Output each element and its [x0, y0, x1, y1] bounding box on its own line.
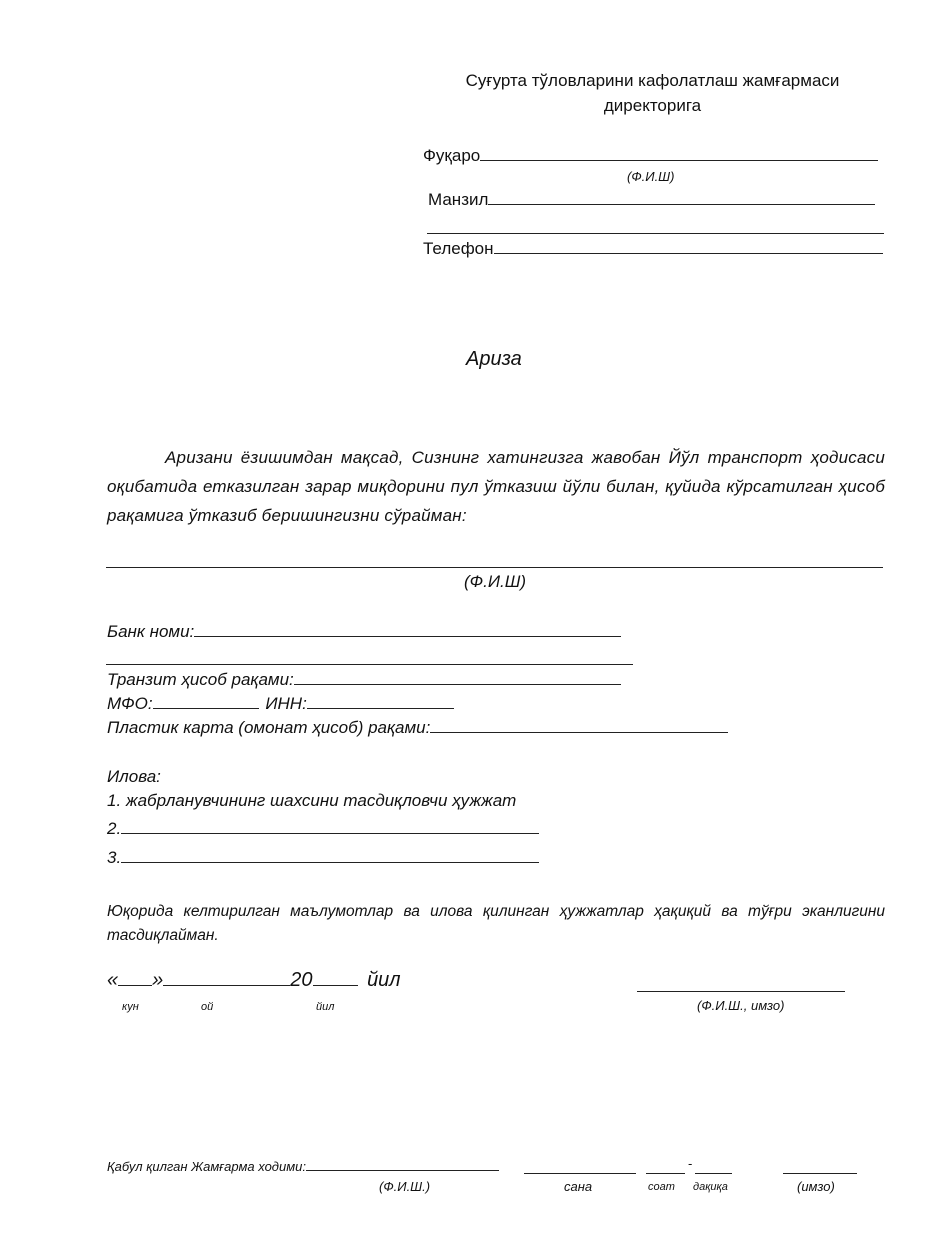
- citizen-hint: (Ф.И.Ш): [627, 169, 675, 184]
- year-word: йил: [367, 969, 401, 991]
- card-input-line[interactable]: [430, 732, 728, 733]
- signature-input-line[interactable]: [637, 991, 845, 992]
- received-hour-hint: соат: [648, 1181, 675, 1193]
- citizen-label: Фуқаро: [423, 146, 481, 165]
- year-input-line[interactable]: [313, 985, 358, 986]
- time-dash: -: [688, 1156, 693, 1171]
- inn-label: ИНН:: [265, 694, 307, 713]
- recipient-name-line[interactable]: [106, 567, 883, 568]
- received-hour-line[interactable]: [646, 1173, 685, 1174]
- attachment-item-3-input-line[interactable]: [121, 862, 539, 863]
- attachments-title: Илова:: [107, 767, 161, 786]
- day-input-line[interactable]: [118, 985, 152, 986]
- received-signature-hint: (имзо): [797, 1179, 835, 1194]
- card-label: Пластик карта (омонат ҳисоб) рақами:: [107, 718, 431, 737]
- phone-label: Телефон: [423, 239, 494, 258]
- recipient-name-hint: (Ф.И.Ш): [464, 572, 527, 591]
- received-signature-line[interactable]: [783, 1173, 857, 1174]
- phone-field: [423, 239, 883, 259]
- mfo-inn-row: [107, 694, 454, 714]
- century-prefix: 20: [290, 969, 313, 991]
- address-label: Манзил: [428, 190, 489, 209]
- bank-name-field: [107, 622, 621, 642]
- address-input-line-2[interactable]: [427, 233, 884, 234]
- bank-name-input-line[interactable]: [194, 636, 621, 637]
- addressee-line-1: Суғурта тўловларини кафолатлаш жамғармаси: [465, 71, 840, 90]
- card-field: [107, 718, 728, 738]
- received-minute-hint: дақиқа: [693, 1181, 728, 1193]
- transit-account-field: [107, 670, 621, 690]
- signature-hint: (Ф.И.Ш., имзо): [697, 998, 785, 1013]
- year-hint: йил: [316, 1001, 335, 1013]
- addressee-line-2: директорига: [603, 96, 702, 115]
- transit-account-label: Транзит ҳисоб рақами:: [107, 670, 294, 689]
- address-field: [428, 190, 875, 210]
- received-date-hint: сана: [564, 1179, 593, 1194]
- citizen-field: [423, 146, 878, 166]
- address-input-line[interactable]: [488, 204, 875, 205]
- phone-input-line[interactable]: [494, 253, 883, 254]
- mfo-label: МФО:: [107, 694, 153, 713]
- transit-account-input-line[interactable]: [294, 684, 621, 685]
- month-hint: ой: [201, 1001, 214, 1013]
- open-quote: «: [107, 969, 119, 991]
- attachment-item-2-number: 2.: [107, 819, 122, 838]
- received-name-hint: (Ф.И.Ш.): [379, 1179, 431, 1194]
- received-minute-line[interactable]: [695, 1173, 732, 1174]
- attachment-item-3: [107, 848, 539, 868]
- bank-name-label: Банк номи:: [107, 622, 195, 641]
- citizen-input-line[interactable]: [480, 160, 878, 161]
- confirmation-paragraph: Юқорида келтирилган маълумотлар ва илова қилинган ҳужжатлар ҳақиқий ва тўғри эканлигини тасдиқлайман.: [107, 903, 885, 944]
- month-input-line[interactable]: [163, 985, 290, 986]
- received-date-line[interactable]: [524, 1173, 636, 1174]
- mfo-input-line[interactable]: [153, 708, 259, 709]
- received-by-name-line[interactable]: [306, 1170, 499, 1171]
- bank-name-input-line-2[interactable]: [106, 664, 633, 665]
- request-paragraph: Аризани ёзишимдан мақсад, Сизнинг хатингизга жавобан Йўл транспорт ҳодисаси оқибатида етказилган зарар миқдорини пул ўтказиш йўли билан, қуйида кўрсатилган ҳисоб рақамига ўтказиб беришингизни сўрайман:: [107, 448, 885, 525]
- attachment-item-1: 1. жабрланувчининг шахсини тасдиқловчи ҳужжат: [107, 791, 517, 810]
- received-by-label: Қабул қилган Жамғарма ходими:: [107, 1159, 306, 1174]
- day-hint: кун: [122, 1001, 139, 1013]
- date-field: [107, 969, 401, 992]
- document-title: Ариза: [466, 348, 522, 370]
- inn-input-line[interactable]: [307, 708, 454, 709]
- close-quote: »: [152, 969, 164, 991]
- attachment-item-2-input-line[interactable]: [121, 833, 539, 834]
- attachment-item-2: [107, 819, 539, 839]
- received-by-field: [107, 1159, 499, 1174]
- attachment-item-3-number: 3.: [107, 848, 122, 867]
